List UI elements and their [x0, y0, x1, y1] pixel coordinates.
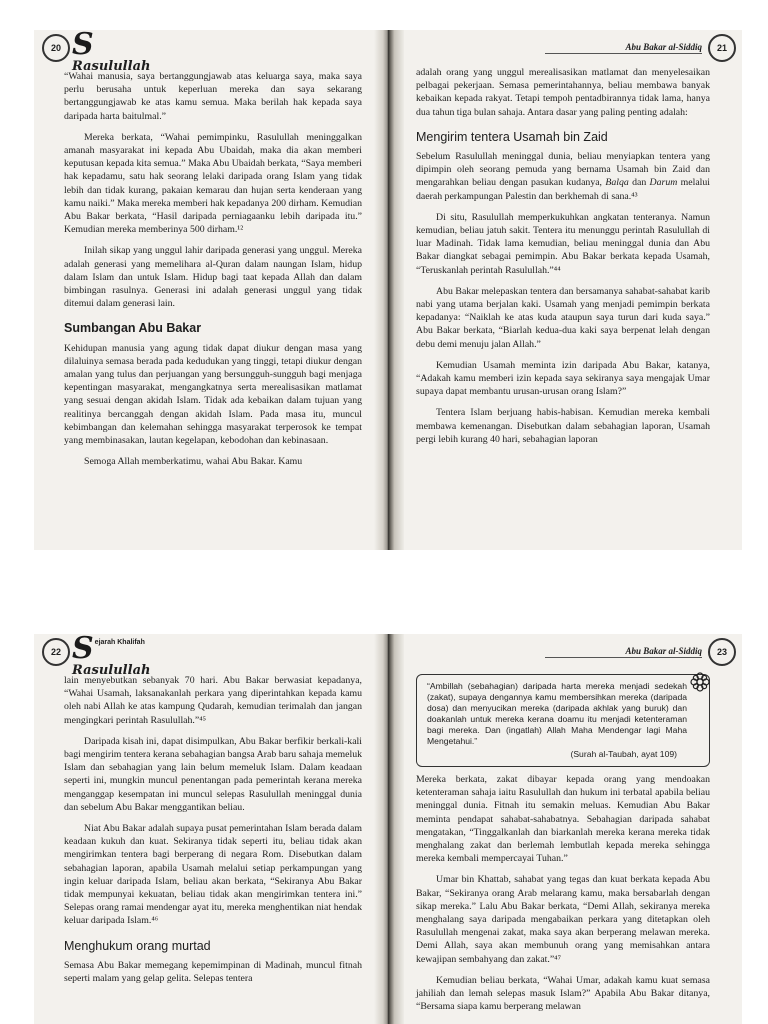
paragraph: Semoga Allah memberkatimu, wahai Abu Bakar. Kamu [84, 456, 303, 468]
paragraph: Mereka berkata, zakat dibayar kepada orang yang mendoakan ketenteraman sahaja iaitu Rasulullah dan hukum ini terbatal apabila beliau meninggal dunia. Fitnah itu semakin meluas. Kemudian Abu Bakar meminta pendapat sahabat-sahabatnya. Sebahagian daripada sahabat mengatakan, “Tinggalkanlah dan biarkanlah mereka kerana mereka tidak menghalang zakat dan berlemah lembutlah kepada mereka sehingga mereka kembali mempercayai Tuhan.” [416, 774, 710, 865]
page-header [404, 34, 742, 60]
paragraph: Tentera Islam berjuang habis-habisan. Kemudian mereka kembali membawa kemenangan. Disebutkan dalam sebahagian laporan, Usamah pergi lebih kurang 40 hari, sebahagian laporan [416, 407, 710, 445]
page-22 [34, 634, 374, 1024]
paragraph: Inilah sikap yang unggul lahir daripada generasi yang unggul. Mereka adalah generasi yang memelihara al-Quran dalam naungan Islam, hidup dalam Islam dan untuk Islam. Hidup bagi taat kepada Allah dan dalam bimbingan rasulnya. Generasi ini adalah generasi unggul yang tidak ditemui dalam generasi lain. [64, 245, 362, 310]
page-number: 23 [708, 638, 736, 666]
paragraph: Semasa Abu Bakar memegang kepemimpinan di Madinah, muncul fitnah seperti malam yang gelap gelita. Selepas tentera [64, 959, 362, 985]
paragraph: Abu Bakar melepaskan tentera dan bersamanya sahabat-sahabat karib nabi yang utama berjalan kaki. Usamah yang menjadi pemimpin berkata kepadanya: “Naiklah ke atas kuda ataupun saya turun dari kuda saya.” Abu Bakar berkata, “Biarlah kedua-dua kaki saya berpenat lelah dengan debu demi menuju jalan Allah.” [416, 285, 710, 350]
italic-term: Balqa [605, 177, 629, 189]
logo-subtitle: ejarah Khalifah [94, 639, 145, 646]
flower-ornament-icon [689, 671, 711, 693]
book-logo [72, 636, 150, 677]
paragraph: “Wahai manusia, saya bertanggungjawab atas keluarga saya, maka saya perlu berusaha untuk keperluan mereka dan saya sekarang bertanggungjawab ke atas kamu semua. Maka berilah hak kepada saya daripada harta baitulmal.” [64, 71, 362, 122]
book-gutter [374, 634, 404, 1024]
page-number: 21 [708, 34, 736, 62]
text-run: Sebelum Rasulullah meninggal dunia, beliau menyiapkan tentera yang dipimpin oleh seorang pemuda yang bernama Usamah bin Zaid dan mengarahkan beliau dengan pasukan kudanya, [416, 151, 710, 189]
page-body [416, 66, 710, 454]
page-header [34, 634, 374, 678]
page-21 [404, 30, 742, 550]
page-number: 20 [42, 34, 70, 62]
logo-title: Rasulullah [72, 663, 151, 678]
italic-term: Darum [649, 177, 678, 189]
spread-top [34, 30, 742, 550]
page-body [416, 674, 710, 1021]
logo-letter: S [72, 30, 94, 62]
paragraph: Mereka berkata, “Wahai pemimpinku, Rasulullah meninggalkan amanah masyarakat ini kepada Abu Ubaidah, maka dia akan memberi keputusan kepada kita semua.” Maka Abu Ubaidah berkata, “Saya memberi hak kepadamu, satu hak seorang lelaki daripada orang Islam yang tidak lebih dan tidak kurang, pakaian kemarau dan hujan serta kenderaan yang kamu naiki.” Maka mereka memberi hak kepadanya 200 dirham. Kemudian Abu Bakar berkata, “Hasil daripada perniagaanku lebih daripada itu.” Kemudian mereka memberinya 500 dirham.¹² [64, 131, 362, 236]
running-head [545, 646, 702, 658]
page-body [64, 70, 362, 476]
book-logo [72, 32, 150, 73]
section-heading: Menghukum orang murtad [64, 938, 211, 953]
page-header [404, 638, 742, 664]
text-run: melalui daerah perkampungan Palestin dan berkhemah di sana.⁴³ [416, 177, 711, 202]
logo-letter: S [72, 634, 94, 666]
quran-quote-box [416, 674, 710, 767]
page-number: 22 [42, 638, 70, 666]
paragraph [416, 150, 710, 203]
logo-title: Rasulullah [72, 59, 151, 74]
paragraph: Di situ, Rasulullah memperkukuhkan angkatan tenteranya. Namun kemudian, beliau jatuh sakit. Tentera itu menunggu perintah Rasulullah di luar Madinah. Tidak lama kemudian, beliau meninggal dunia dan Abu Bakar diangkat sebagai pemimpin. Abu Bakar berkata kepada Usamah, “Teruskanlah perintah Rasulullah.”⁴⁴ [416, 211, 710, 276]
paragraph: Umar bin Khattab, sahabat yang tegas dan kuat berkata kepada Abu Bakar, “Sekiranya orang Arab melarang kamu, maka bersabarlah dengan sikap mereka.” Lalu Abu Bakar berkata, “Demi Allah, sekiranya mereka menghalang saya daripada mengabaikan perkara yang ditetapkan oleh Rasulullah mengenai zakat, maka saya akan berperang melawan mereka. Demi Allah, saya akan membunuh orang yang memisahkan antara kewajipan sembahyang dan zakat.”⁴⁷ [416, 874, 710, 965]
text-run: dan [628, 177, 650, 189]
quote-text: “Ambillah (sebahagian) daripada harta mereka menjadi sedekah (zakat), supaya dengannya kamu membersihkan mereka (daripada dosa) dan menyucikan mereka (daripada akhlak yang buruk) dan doakanlah untuk mereka kerana doamu itu menjadi ketenteraman bagi mereka. Dan (ingatlah) Allah Maha Mendengar lagi Maha Mengetahui.” [427, 681, 687, 746]
paragraph: adalah orang yang unggul merealisasikan matlamat dan menyelesaikan pelbagai pekerjaan. Semasa pemerintahannya, beliau membawa banyak kebaikan kepada rakyat. Tetapi tempoh pentadbirannya tidak lama, hanya dua tahun tiga bulan sahaja. Antara dasar yang paling penting adalah: [416, 67, 710, 118]
section-heading: Sumbangan Abu Bakar [64, 321, 202, 336]
page-header [34, 30, 374, 74]
page-20 [34, 30, 374, 550]
spread-bottom [34, 634, 742, 1024]
running-head-text: Abu Bakar al-Siddiq [625, 42, 702, 52]
page-body [64, 674, 362, 993]
quote-source: (Surah al-Taubah, ayat 109) [570, 749, 677, 759]
section-heading: Mengirim tentera Usamah bin Zaid [416, 129, 608, 144]
paragraph: Niat Abu Bakar adalah supaya pusat pemerintahan Islam berada dalam keadaan kukuh dan kuat. Sekiranya tidak seperti itu, beliau tidak akan mengirimkan tentera bagi berperang di negara Rom. Disebutkan dalam sebahagian laporan, apabila Usamah melalui setiap perkampungan yang ingin keluar daripada Islam, beliau akan berkata, “Sekiranya Abu Bakar tidak mempunyai kekuatan, beliau tidak akan mengirimkan tentera ini.” Selepas orang ramai mendengar ayat itu, mereka menghentikan niat hendak keluar daripada Islam.⁴⁶ [64, 823, 362, 927]
paragraph: Kehidupan manusia yang agung tidak dapat diukur dengan masa yang dilaluinya semasa berada pada kedudukan yang tinggi, tetapi diukur dengan amalan yang tulus dan perjuangan yang bersungguh-sungguh bagi menjaga kepentingan masyarakat, mengangkatnya serta merealisasikan matlamat yang sesuai dengan akidah Islam. Tidak ada kebaikan dalam tujuan yang realitinya bercanggah dengan akidah Islam. Pada masa itu, muncul kebimbangan dan kelemahan sehingga masyarakat terperosok ke tempat yang membinasakan, lautan kegelapan, kebodohan dan kebinasaan. [64, 342, 362, 447]
paragraph: Kemudian beliau berkata, “Wahai Umar, adakah kamu kuat semasa jahiliah dan lemah selepas masuk Islam?” Apabila Abu Bakar ditanya, “Bersama siapa kamu berperang melawan [416, 974, 710, 1013]
paragraph: Daripada kisah ini, dapat disimpulkan, Abu Bakar berfikir berkali-kali bagi mengirim tentera kerana sebahagian bangsa Arab baru sahaja memeluk Islam dan sebahagian yang lain belum memeluk Islam. Dalam keadaan seperti ini, mungkin muncul penentangan pada pemerintah kerana mereka menganggap kesempatan ini muncul selepas Rasulullah meninggal dunia dan sebelum Abu Bakar menggantikan beliau. [64, 735, 362, 813]
running-head-text: Abu Bakar al-Siddiq [625, 646, 702, 656]
paragraph: lain menyebutkan sebanyak 70 hari. Abu Bakar berwasiat kepadanya, “Wahai Usamah, laksanakanlah perkara yang diperintahkan kepada kamu oleh nabi Allah ke atas kampung Qudarah, kemudian terimalah dan jangan mengingkari perintah Rasulullah.”⁴⁵ [64, 675, 362, 726]
page-23 [404, 634, 742, 1024]
running-head [545, 42, 702, 54]
book-gutter [374, 30, 404, 550]
paragraph: Kemudian Usamah meminta izin daripada Abu Bakar, katanya, “Adakah kamu memberi izin kepada saya sekiranya saya mengajak Umar supaya dapat membantu urusan-urusan orang Islam?” [416, 359, 710, 398]
